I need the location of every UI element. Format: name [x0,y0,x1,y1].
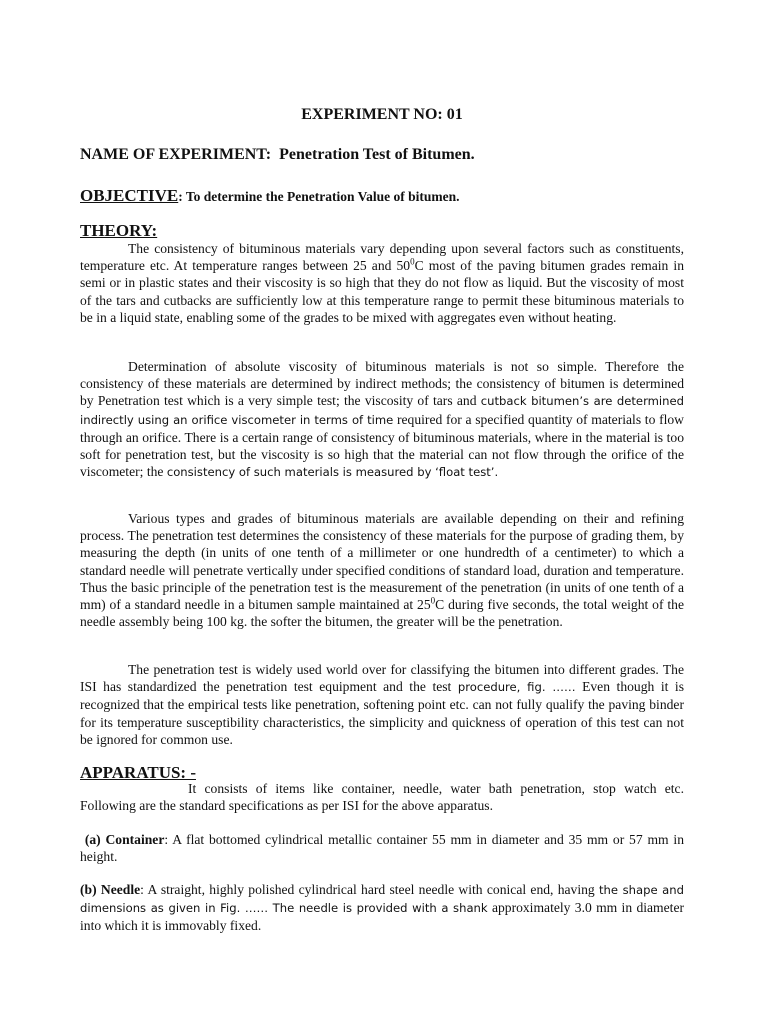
experiment-number: EXPERIMENT NO: 01 [301,106,463,123]
objective-text: : To determine the Penetration Value of bitumen. [178,189,460,204]
spec-needle: (b) Needle: A straight, highly polished cylindrical hard steel needle with conical end, having the shape and dimensions as given in Fig. …… The needle is provided with a shank approximately 3.0 mm in diameter into which it is immovably fixed. [80,882,684,934]
experiment-name-value: Penetration Test of Bitumen. [279,146,475,163]
document-page [80,0,684,1024]
theory-heading: THEORY: [80,221,158,240]
spec-container: (a) Container: A flat bottomed cylindrical metallic container 55 mm in diameter and 35 mm or 57 mm in height. [80,832,684,865]
apparatus-heading: APPARATUS: - [80,763,196,782]
theory-paragraph-4: The penetration test is widely used world over for classifying the bitumen into different grades. The ISI has standardized the penetration test equipment and the test procedure, fig. …… Even though it is recognized that the empirical tests like penetration, softening point etc. can not fully qualify the paving binder for its temperature susceptibility characteristics, the simplicity and quickness of operation of this test can not be ignored for common use. [80,662,684,747]
theory-paragraph-1: The consistency of bituminous materials vary depending upon several factors such as constituents, temperature etc. At temperature ranges between 25 and $50^0C$ most of the paving bitumen grades remain in semi or in plastic states and their viscosity is so high that they do not flow as liquid. But the viscosity of most of the tars and cutbacks are sufficiently low at this temperature range to permit these bituminous materials to be in a liquid state, enabling some of the grades to be mixed with aggregates even without heating. [80,241,685,325]
apparatus-intro: It consists of items like container, needle, water bath penetration, stop watch etc. Following are the standard specifications as per ISI for the above apparatus. [80,781,684,814]
objective-heading: OBJECTIVE [80,186,179,205]
experiment-name-row [80,146,475,164]
experiment-name-label: NAME OF EXPERIMENT: [80,146,272,163]
objective-row [80,186,460,206]
theory-paragraph-3: Various types and grades of bituminous materials are available depending on their and refining process. The penetration test determines the consistency of these materials for the purpose of grading them, by measuring the depth (in units of one tenth of a millimeter or one hundredth of a centimeter) to which a standard needle will penetrate vertically under specified conditions of standard load, duration and temperature. Thus the basic principle of the penetration test is the measurement of the penetration (in units of one tenth of a mm) of a standard needle in a bitumen sample maintained at $25^0C$ during five seconds, the total weight of the needle assembly being 100 kg. the softer the bitumen, the greater will be the penetration. [80,511,684,630]
theory-paragraph-2: Determination of absolute viscosity of bituminous materials is not so simple. Therefore the consistency of these materials are determined by indirect methods; the consistency of bitumen is determined by Penetration test which is a very simple test; the viscosity of tars and cutback bitumen’s are determined indirectly using an orifice viscometer in terms of time required for a specified quantity of materials to flow through an orifice. There is a certain range of consistency of bituminous materials, where in the material is too soft for penetration test, but the viscosity is so high that the material can not flow through the orifice of the viscometer; the consistency of such materials is measured by ‘float test’. [80,359,684,480]
